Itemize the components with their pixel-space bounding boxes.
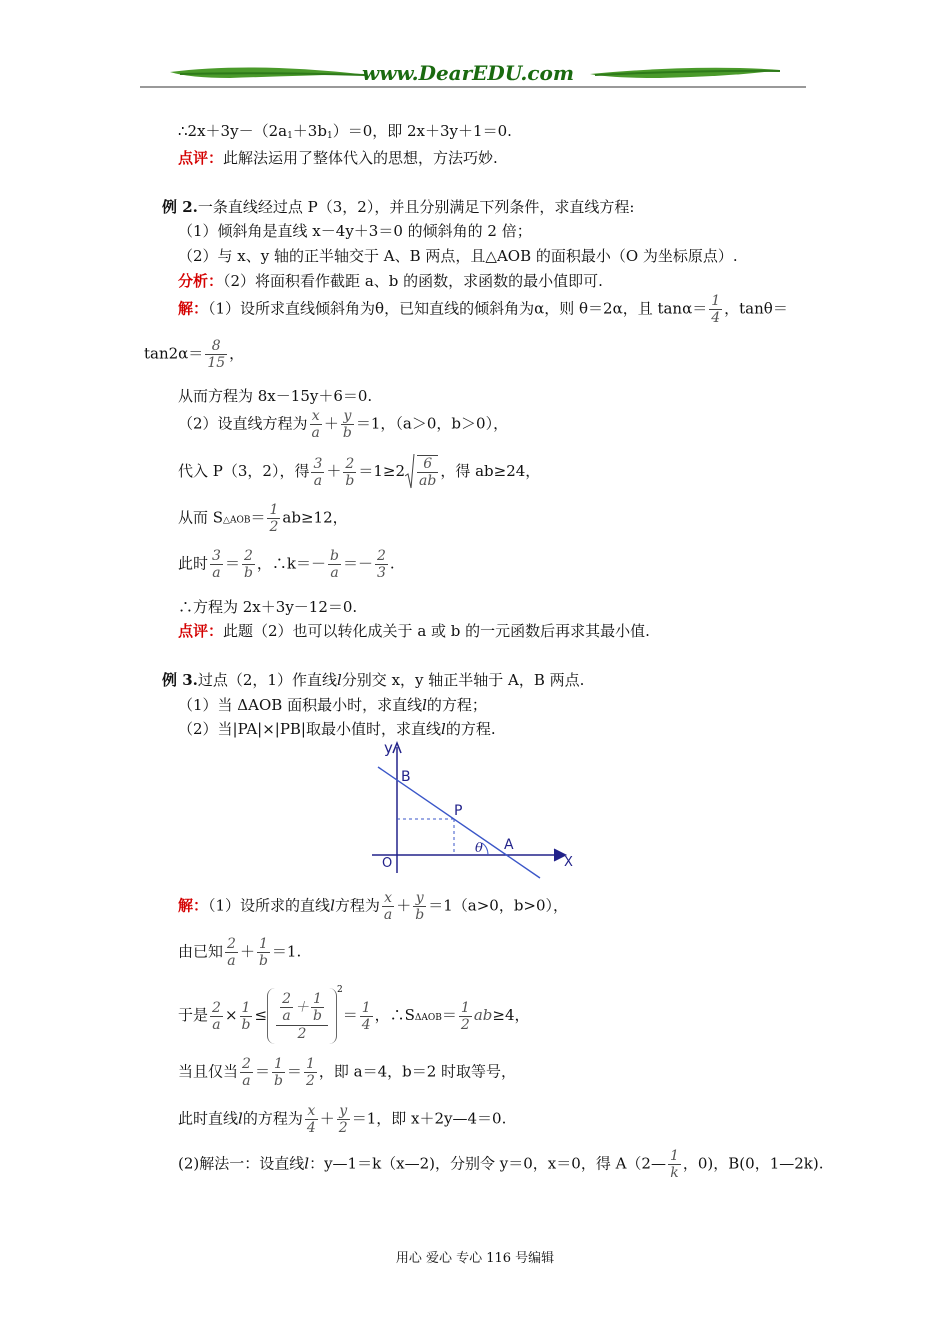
fraction [375, 548, 388, 581]
fraction [341, 408, 354, 441]
numerator: 3 [313, 455, 323, 472]
ex3-condition-1 [178, 694, 487, 715]
numerator: 8 [205, 338, 227, 355]
denominator: b [345, 472, 355, 489]
text-segment: ，得 ab≥24， [440, 462, 541, 480]
label-O: O [382, 856, 393, 871]
solution-line-6 [178, 502, 348, 535]
fraction [210, 1000, 223, 1033]
denominator: a [227, 953, 236, 969]
numerator: x [310, 408, 322, 425]
text-segment: 的方程； [426, 696, 487, 714]
numerator: y [341, 408, 354, 425]
text-segment: ＝1，即 x＋2y—4＝0. [351, 1109, 507, 1128]
ex3-solution-4 [178, 1056, 516, 1089]
fraction [225, 936, 238, 969]
text-segment: 当且仅当 [178, 1062, 239, 1081]
fraction [343, 456, 356, 489]
comment-tag: 点评： [178, 149, 224, 167]
numerator: 1 [269, 502, 279, 518]
ex3-solution-5 [178, 1103, 506, 1136]
ex3-solution-2 [178, 936, 301, 969]
numerator: y [413, 890, 426, 907]
fraction [257, 936, 270, 969]
denominator: b [241, 1016, 251, 1033]
fraction [304, 1056, 317, 1089]
text-segment: 此时 [178, 554, 209, 573]
solution-tag: 解： [178, 299, 209, 318]
text-segment: . [389, 554, 395, 573]
equals-sign: ＝ [342, 1006, 358, 1024]
condition-2 [178, 245, 738, 266]
text-segment: 的方程为 [242, 1109, 303, 1128]
superscript: 2 [336, 985, 343, 995]
denominator: 4 [711, 310, 721, 326]
fraction [413, 890, 426, 923]
text-segment: ＝1（a>0，b>0）， [428, 896, 569, 915]
denominator: b [342, 425, 352, 441]
fraction [305, 1103, 318, 1136]
numerator: 2 [242, 1056, 251, 1072]
text-segment: （2）当|PA|×|PB|取最小值时，求直线 [178, 720, 441, 738]
denominator: a [212, 565, 221, 581]
text-segment: tan2α＝ [144, 344, 204, 363]
radical-sign-icon [405, 452, 415, 492]
text-segment: ＝－ [342, 554, 373, 573]
fraction [240, 1056, 253, 1089]
numerator: 1 [240, 1000, 253, 1017]
plus-sign: ＋ [323, 414, 339, 433]
line-symbol: l [238, 1109, 243, 1128]
example-2-title [162, 196, 634, 217]
numerator: 1 [257, 936, 270, 953]
analysis-text: （2）将面积看作截距 a、b 的函数，求函数的最小值即可. [223, 272, 603, 290]
text-segment: 此时直线 [178, 1109, 239, 1128]
subscript: 1 [326, 131, 333, 141]
numerator: 2 [212, 999, 221, 1016]
example-3-title [162, 669, 584, 690]
fraction [311, 991, 324, 1024]
text-segment: ，∴k＝－ [256, 554, 327, 573]
solution-line-4 [178, 408, 508, 441]
numerator: y [337, 1103, 350, 1120]
line-symbol: l [422, 696, 427, 714]
example-text: 一条直线经过点 P（3，2），并且分别满足下列条件，求直线方程: [197, 198, 635, 216]
denominator: a [330, 565, 339, 581]
solution-tag: 解： [178, 896, 209, 915]
text-segment: （1）设所求直线倾斜角为θ，已知直线的倾斜角为α，则 θ＝2α，且 tanα＝ [208, 299, 708, 318]
header-banner [140, 60, 810, 92]
text-segment: 方程为 [334, 896, 380, 915]
denominator: a [383, 907, 393, 923]
solution-line-2 [144, 338, 244, 371]
denominator: a [282, 1008, 291, 1024]
denominator: 2 [338, 1120, 348, 1136]
fraction [240, 1000, 253, 1033]
label-x: X [564, 855, 573, 870]
denominator: 2 [297, 1026, 307, 1042]
fraction [267, 502, 280, 535]
plus-sign: ＋ [396, 896, 412, 915]
numerator: 2 [227, 936, 236, 952]
numerator: 1 [361, 999, 371, 1016]
example-label: 例 3. [162, 671, 198, 689]
text-segment: ＝1，（a＞0，b＞0）， [355, 414, 509, 433]
square-root [405, 452, 440, 492]
subscript: △AOB [223, 515, 251, 526]
fraction [360, 1000, 373, 1033]
plus-sign: ＋ [239, 942, 255, 961]
text-segment: 代入 P（3，2），得 [178, 462, 310, 480]
denominator: a [311, 425, 320, 441]
label-y: y [384, 739, 393, 757]
numerator: 1 [460, 999, 470, 1016]
angle-arc [482, 843, 488, 855]
text-segment: ＝1. [271, 942, 302, 961]
plus-sign: ＋ [294, 999, 309, 1016]
text-segment: 过点（2，1）作直线 [197, 671, 337, 689]
text-segment: （2）设直线方程为 [178, 414, 308, 433]
fraction [276, 990, 328, 1042]
label-theta: θ [475, 841, 483, 856]
numerator: 1 [711, 293, 721, 309]
denominator: 3 [377, 565, 386, 581]
ab-term: ab [473, 1006, 493, 1024]
condition-text: （1）倾斜角是直线 x－4y＋3＝0 的倾斜角的 2 倍； [178, 222, 532, 240]
fraction [242, 548, 255, 581]
ex3-solution-1 [178, 890, 568, 923]
label-P: P [454, 803, 463, 819]
footer-text: 用心 爱心 专心 116 号编辑 [395, 1251, 555, 1266]
fraction [272, 1056, 285, 1089]
numerator: 2 [282, 991, 291, 1007]
fraction [709, 293, 722, 326]
ex3-solution-3 [178, 985, 530, 1044]
text-segment: ，即 a＝4，b＝2 时取等号， [318, 1062, 517, 1081]
solution-line-7 [178, 548, 395, 581]
text-segment: 由已知 [178, 942, 224, 961]
condition-1 [178, 220, 532, 241]
denominator: 2 [269, 519, 279, 535]
text-segment: 分别交 x，y 轴正半轴于 A，B 两点. [341, 671, 585, 689]
text-segment: ab≥12， [282, 508, 348, 527]
line-symbol: l [330, 896, 335, 915]
numerator: 3 [212, 548, 221, 564]
solution-line-8 [178, 596, 357, 617]
numerator: 1 [311, 991, 324, 1008]
denominator: 15 [207, 355, 226, 371]
text-segment: 于是 [178, 1006, 209, 1024]
text-segment: ＝ [441, 1006, 457, 1024]
equals-sign: ＝ [224, 554, 240, 573]
numerator: 6 [417, 456, 438, 473]
numerator: 1 [305, 1056, 315, 1072]
text-segment: ，tanθ＝ [724, 299, 788, 318]
coordinate-figure [360, 735, 590, 885]
fraction [328, 548, 341, 581]
fraction [459, 1000, 472, 1033]
text-segment: （1）当 ΔAOB 面积最小时，求直线 [178, 696, 423, 714]
text-segment: ，∴S [374, 1006, 415, 1024]
denominator: b [258, 953, 268, 969]
text-segment: （1）设所求的直线 [208, 896, 331, 915]
page-footer [0, 1247, 950, 1266]
text-segment: ∴方程为 2x＋3y－12＝0. [178, 598, 358, 616]
denominator: b [415, 907, 425, 923]
text-segment: (2)解法一：设直线 [178, 1154, 305, 1173]
equals-sign: ＝ [286, 1062, 302, 1081]
numerator: 2 [377, 548, 386, 564]
condition-text: （2）与 x、y 轴的正半轴交于 A、B 两点，且△AOB 的面积最小（O 为坐标原点）. [178, 247, 738, 265]
numerator-group [276, 990, 328, 1026]
numerator: x [305, 1103, 318, 1120]
comment-line-2 [178, 620, 650, 641]
text-segment: ∴2x＋3y－（2a [178, 122, 288, 140]
fraction [210, 548, 223, 581]
text-segment: 的方程. [445, 720, 496, 738]
fraction [668, 1148, 681, 1181]
numerator: 1 [669, 1148, 679, 1164]
text-segment: ＝ [250, 508, 266, 527]
text-segment: 从而方程为 8x－15y＋6＝0. [178, 387, 373, 405]
denominator: 4 [306, 1120, 316, 1136]
text-segment: ：y—1＝k（x—2)，分别令 y＝0，x＝0，得 A（2— [309, 1154, 666, 1173]
numerator: x [382, 890, 394, 907]
text-segment: ＝1≥2 [358, 462, 406, 480]
site-name: www.DearEDU.com [362, 61, 575, 85]
label-A: A [504, 837, 514, 853]
plus-sign: ＋ [319, 1109, 335, 1128]
denominator: ab [419, 473, 437, 489]
fraction [280, 991, 293, 1024]
times-sign: × [224, 1006, 238, 1024]
fraction [311, 456, 324, 489]
denominator: k [670, 1165, 679, 1181]
line-symbol: l [304, 1154, 310, 1173]
line-symbol: l [336, 671, 342, 689]
label-B: B [401, 769, 411, 785]
text-segment: ＋3b [292, 122, 327, 140]
denominator: b [312, 1008, 322, 1024]
solution-line-5 [178, 452, 540, 492]
fraction [417, 455, 438, 489]
denominator: b [243, 565, 253, 581]
denominator: a [313, 472, 323, 489]
solution-line-1 [178, 293, 788, 326]
equals-sign: ＝ [254, 1062, 270, 1081]
analysis-line [178, 270, 603, 291]
text-segment: ， [229, 344, 245, 363]
text-segment: ≥4， [492, 1006, 530, 1024]
line-symbol: l [441, 720, 446, 738]
fraction [310, 408, 322, 441]
le-sign: ≤ [254, 1006, 268, 1024]
plus-sign: ＋ [326, 462, 342, 480]
subscript: 1 [287, 131, 293, 141]
text-segment: 从而 S [178, 508, 224, 527]
text-segment: ，0)，B(0，1—2k). [682, 1154, 824, 1173]
denominator: 2 [460, 1016, 470, 1033]
denominator: b [273, 1073, 283, 1089]
analysis-tag: 分析： [178, 272, 224, 290]
solution-line-3 [178, 385, 372, 406]
fraction [337, 1103, 350, 1136]
denominator: a [212, 1016, 221, 1033]
denominator: a [242, 1073, 251, 1089]
comment-text: 此解法运用了整体代入的思想，方法巧妙. [223, 149, 498, 167]
numerator: 2 [242, 548, 255, 565]
comment-text: 此题（2）也可以转化成关于 a 或 b 的一元函数后再求其最小值. [223, 622, 650, 640]
parenthesized-fraction [267, 988, 337, 1044]
denominator: 2 [305, 1073, 315, 1089]
comment-tag: 点评： [178, 622, 224, 640]
numerator: 2 [343, 456, 356, 473]
fraction [382, 890, 394, 923]
text-segment: ）＝0，即 2x＋3y＋1＝0. [332, 122, 512, 140]
denominator: 4 [361, 1016, 371, 1033]
numerator: b [330, 548, 339, 564]
subscript: ΔAOB [414, 1013, 442, 1023]
numerator: 1 [272, 1056, 285, 1073]
ex3-solution-6 [178, 1148, 824, 1181]
fraction [205, 338, 227, 371]
example-label: 例 2. [162, 198, 198, 216]
comment-line [178, 147, 498, 168]
text-line-1 [178, 120, 512, 141]
